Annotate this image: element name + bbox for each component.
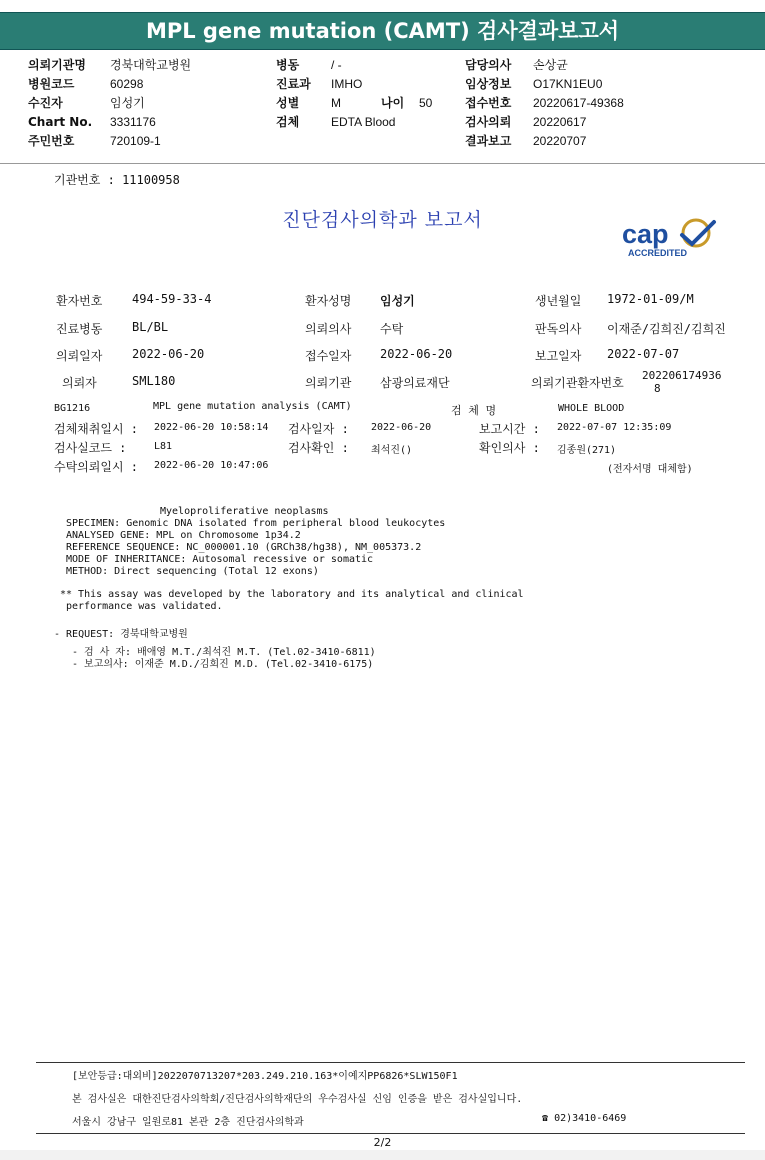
age-label: 나이	[381, 96, 405, 110]
reading-doctor-value: 이재준/김희진/김희진	[607, 322, 726, 336]
report-time-value: 2022-07-07 12:35:09	[557, 422, 672, 433]
institution-number: 기관번호 : 11100958	[54, 173, 180, 187]
footer-box	[36, 1062, 745, 1134]
test-name: MPL gene mutation analysis (CAMT)	[153, 401, 352, 412]
report-time-label: 보고시간 :	[479, 422, 540, 436]
certification-line: 본 검사실은 대한진단검사의학회/진단검사의학재단의 우수검사실 신임 인증을 받은 검사실입니다.	[72, 1094, 523, 1105]
info-col-3: 담당의사 손상균 임상정보 O17KN1EU0 접수번호 20220617-49368 검사의뢰 20220617 결과보고 20220707	[465, 58, 624, 148]
patient-no-label: 환자번호	[56, 294, 103, 308]
report-header-title: MPL gene mutation (CAMT) 검사결과보고서	[0, 12, 765, 50]
consignment-datetime-value: 2022-06-20 10:47:06	[154, 460, 269, 471]
dob-value: 1972-01-09/M	[607, 292, 694, 306]
test-date-value: 2022-06-20	[371, 422, 432, 433]
test-code: BG1216	[54, 403, 91, 414]
ward-label: 진료병동	[56, 322, 103, 336]
patient-name-value: 임성기	[380, 294, 415, 308]
esign-note: (전자서명 대체함)	[607, 464, 693, 475]
inst-patient-no-label: 의뢰기관환자번호	[531, 376, 624, 390]
diagnosis-heading: Myeloproliferative neoplasms	[160, 506, 329, 517]
header-divider	[0, 163, 765, 164]
report-date-value: 2022-07-07	[607, 347, 680, 361]
reading-doctor-label: 판독의사	[535, 322, 582, 336]
specimen-label: 검 체 명	[451, 404, 497, 417]
cap-check-icon	[670, 217, 718, 249]
collection-datetime-label: 검체채취일시 :	[54, 422, 139, 436]
confirm-doctor-value: 김종원(271)	[557, 445, 617, 456]
phone-line: ☎ 02)3410-6469	[542, 1113, 627, 1124]
request-date-value: 2022-06-20	[132, 347, 205, 361]
receipt-date-value: 2022-06-20	[380, 347, 453, 361]
patient-name-label: 환자성명	[305, 294, 352, 308]
page-number: 2/2	[373, 1136, 392, 1149]
requester-value: SML180	[132, 374, 176, 388]
patient-no-value: 494-59-33-4	[132, 292, 212, 306]
ordering-doctor-value: 수탁	[380, 322, 404, 336]
specimen-value: WHOLE BLOOD	[558, 403, 625, 414]
validation-note: ** This assay was developed by the laboratory and its analytical and clinical performance was validated.	[60, 589, 524, 612]
phone-icon: ☎	[542, 1113, 549, 1124]
info-col-2: 병동 / - 진료과 IMHO 성별 M 나이 50 검체 EDTA Blood	[276, 58, 433, 129]
requesting-institution-label: 의뢰기관	[305, 376, 352, 390]
report-title: 진단검사의학과 보고서	[282, 209, 483, 231]
cap-accredited-logo: cap ACCREDITED	[620, 217, 720, 262]
test-confirm-value: 최석진()	[371, 445, 413, 456]
address-line: 서울시 강남구 일원로81 본관 2층 진단검사의학과	[72, 1117, 304, 1128]
collection-datetime-value: 2022-06-20 10:58:14	[154, 422, 269, 433]
staff-lines: - 검 사 자: 배애영 M.T./최석진 M.T. (Tel.02-3410-6811) - 보고의사: 이재준 M.D./김희진 M.D. (Tel.02-3410-6175)	[72, 647, 376, 670]
requester-label: 의뢰자	[62, 376, 97, 390]
consignment-datetime-label: 수탁의뢰일시 :	[54, 460, 139, 474]
requesting-institution-value: 삼광의료재단	[380, 376, 450, 390]
security-line: [보안등급:대외비]2022070713207*203.249.210.163*이예지PP6826*SLW150F1	[72, 1071, 458, 1082]
ordering-doctor-label: 의뢰의사	[305, 322, 352, 336]
info-col-1: 의뢰기관명 경북대학교병원 병원코드 60298 수진자 임성기 Chart No. 3331176 주민번호 720109-1	[28, 58, 192, 148]
method-details: SPECIMEN: Genomic DNA isolated from peripheral blood leukocytes ANALYSED GENE: MPL on Chromosome 1p34.2 REFERENCE SEQUENCE: NC_000001.10 (GRCh38/hg38), NM_005373.2 MODE OF INHERITANCE: Autosomal recessive or somatic METHOD: Direct sequencing (Total 12 exons)	[66, 518, 446, 577]
receipt-date-label: 접수일자	[305, 349, 352, 363]
confirm-doctor-label: 확인의사 :	[479, 441, 540, 455]
inst-patient-no-value: 202206174936	[642, 369, 722, 382]
test-date-label: 검사일자 :	[288, 422, 349, 436]
lab-code-label: 검사실코드 :	[54, 441, 127, 455]
report-date-label: 보고일자	[535, 349, 582, 363]
request-date-label: 의뢰일자	[56, 349, 103, 363]
age-value: 50	[419, 96, 433, 110]
inst-patient-no-cont: 8	[654, 382, 661, 395]
test-confirm-label: 검사확인 :	[288, 441, 349, 455]
request-line: - REQUEST: 경북대학교병원	[54, 629, 188, 640]
dob-label: 생년월일	[535, 294, 582, 308]
lab-code-value: L81	[154, 441, 173, 452]
ward-value: BL/BL	[132, 320, 169, 334]
